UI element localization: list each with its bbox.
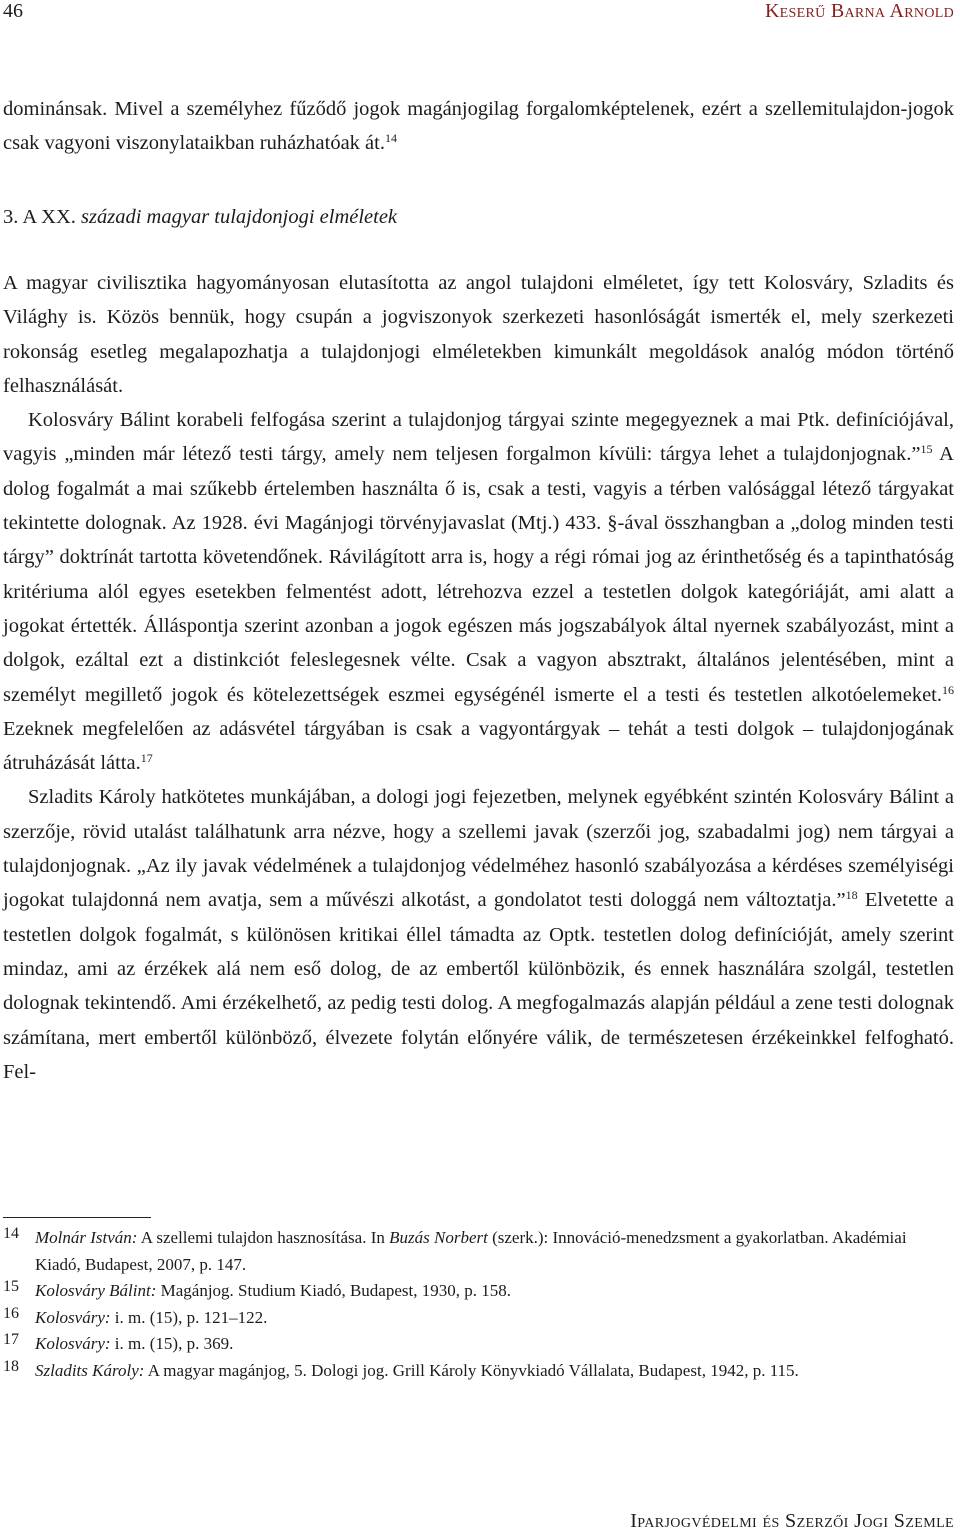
intro-text: dominánsak. Mivel a személyhez fűződő jogok magánjogilag forgalomképtelenek, ezért a szellemitulajdon-jogok csak vagyoni viszonylataikban ruházhatóak át. [3, 98, 954, 155]
paragraph-3-part-b: Elvetette a testetlen dolgok fogalmát, s különösen kritikai éllel támadta az Optk. testetlen dolog definícióját, amely szerint mindaz, ami az érzékek alá nem eső dolog, de az embertől különbözik, és ennek használára szolgál, testetlen dolognak tekintendő. Ami érzékelhető, az pedig testi dolog. A megfogalmazás alapján például a zene testi dolognak számítana, mert embertől különböző, élvezete folytán előnyére válik, de természetesen érzékeinkkel felfogható. Fel- [3, 889, 955, 1083]
footnote-ref-17[interactable]: 17 [140, 751, 153, 766]
footnote-14 [3, 1225, 954, 1278]
journal-footer: Iparjogvédelmi és Szerzői Jogi Szemle [630, 1510, 954, 1532]
section-heading [3, 200, 954, 234]
footnote-ref-16[interactable]: 16 [942, 682, 954, 697]
footnote-text: (szerk.): Innováció-menedzsment a gyakorlatban. Akadémiai Kiadó, Budapest, 2007, p. 147. [35, 1228, 907, 1274]
paragraph-2-part-c: Ezeknek megfelelően az adásvétel tárgyában is csak a vagyontárgyak – tehát a testi dolgok – tulajdonjogának átruházását látta. [3, 717, 954, 775]
paragraph-2 [3, 403, 954, 780]
footnote-text: A szellemi tulajdon hasznosítása. In [137, 1228, 390, 1247]
footnote-author: Kolosváry: [35, 1334, 111, 1353]
footnote-17 [3, 1331, 954, 1358]
footnote-18 [3, 1358, 954, 1385]
footnote-number: 16 [3, 1304, 19, 1322]
footnote-text: i. m. (15), p. 121–122. [110, 1307, 268, 1327]
section-title: századi magyar tulajdonjogi elméletek [81, 206, 398, 228]
footnote-ref-15[interactable]: 15 [920, 442, 933, 457]
footnote-ref-18[interactable]: 18 [845, 888, 858, 903]
paragraph-1: A magyar civilisztika hagyományosan elutasította az angol tulajdoni elméletet, így tett Kolosváry, Szladits és Világhy is. Közös bennük, hogy csupán a jogviszonyok szerkezeti hasonlóságát ismerték el, mely szerkezeti rokonság esetleg megalapozhatja a tulajdonjogi elméletekben kimunkált megoldások analóg módon történő felhasználását. [3, 272, 954, 397]
footnote-number: 14 [3, 1225, 19, 1242]
section-number: 3. A XX. [3, 206, 76, 228]
paragraph-3 [3, 780, 954, 1089]
footnote-number: 18 [3, 1357, 19, 1375]
footnote-16 [3, 1305, 954, 1332]
page-number: 46 [3, 0, 23, 22]
paragraph-3-part-a: Szladits Károly hatkötetes munkájában, a dologi jogi fejezetben, melynek egyébként szintén Kolosváry Bálint a szerzője, rövid utalást találhatunk arra nézve, hogy a szellemi javak (szerzői jog, szabadalmi jog) nem tárgyai a tulajdonjognak. „Az ily javak védelmének a tulajdonjog védelméhez hasonló szabályozása a kérdéses személyiségi jogokat tulajdonná nem avatja, sem a művészi alkotást, a gondolatot testi dologgá nem változtatja.” [3, 786, 954, 912]
footnote-text: i. m. (15), p. 369. [110, 1334, 234, 1353]
footnote-number: 15 [3, 1278, 19, 1295]
running-head: Keserű Barna Arnold [764, 0, 954, 22]
main-text [3, 266, 954, 1089]
footnote-divider [3, 1217, 151, 1218]
footnote-15 [3, 1278, 954, 1305]
footnote-author: Szladits Károly: [35, 1360, 145, 1380]
footnote-text: Magánjog. Studium Kiadó, Budapest, 1930, p. 158. [156, 1281, 511, 1300]
footnote-author: Molnár István: [35, 1228, 138, 1247]
paragraph-2-part-a: Kolosváry Bálint korabeli felfogása szerint a tulajdonjog tárgyai szinte megegyeznek a mai Ptk. definíciójával, vagyis „minden már létező testi tárgy, amely nem teljesen forgalmon kívüli: tárgya lehet a tulajdonjognak.” [3, 409, 954, 466]
footnotes [3, 1225, 954, 1384]
intro-paragraph [3, 92, 954, 161]
footnote-editor: Buzás Norbert [389, 1228, 488, 1247]
footnote-author: Kolosváry Bálint: [35, 1281, 157, 1300]
paragraph-2-part-b: A dolog fogalmát a mai szűkebb értelemben használta ő is, csak a testi, vagyis a térben valósággal létező tárgyakat tekintette dolognak. Az 1928. évi Magánjogi törvényjavaslat (Mtj.) 433. §-ával összhangban a „dolog minden testi tárgy” doktrínát tartotta követendőnek. Rávilágított arra is, hogy a régi római jog az érinthetőség és a tapinthatóság kritériuma alól egyes esetekben felmentést adott, létrehozva ezzel a testetlen dolgok kategóriáját, ami alatt a jogokat értették. Álláspontja szerint azonban a jogok egészen más jogszabályok által nyernek szabályozást, mint a dolgok, ezáltal ezt a distinkciót feleslegesnek vélte. Csak a vagyon absztrakt, általános jelentésében, mint a személyt megillető jogok és kötelezettségek eszmei egységénél ismerte el a testi és testetlen alkotóelemeket. [3, 443, 954, 706]
footnote-author: Kolosváry: [35, 1307, 111, 1327]
footnote-text: A magyar magánjog, 5. Dologi jog. Grill Károly Könyvkiadó Vállalata, Budapest, 1942, p. 115. [144, 1360, 799, 1380]
footnote-ref-14[interactable]: 14 [384, 131, 397, 146]
footnote-number: 17 [3, 1331, 19, 1348]
